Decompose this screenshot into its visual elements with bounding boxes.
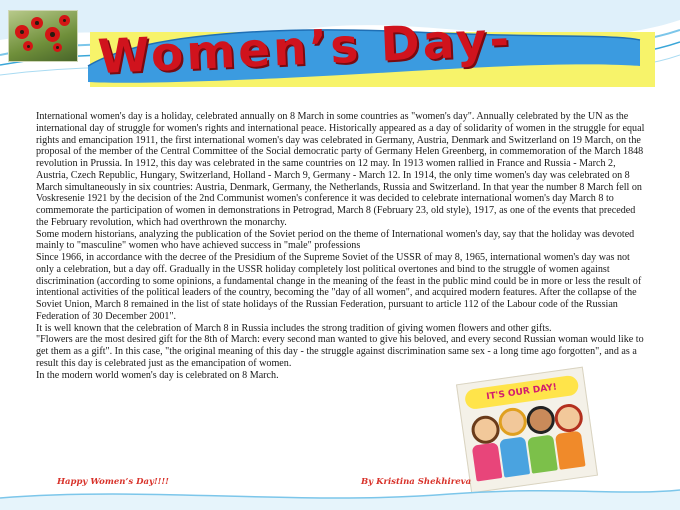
illustration-banner: IT'S OUR DAY! (464, 375, 580, 411)
footer-greeting: Happy Women’s Day!!!! (57, 477, 169, 487)
paragraph-flowers: "Flowers are the most desired gift for the 8th of March: every second man wanted to give his beloved, and every second Russian woman would like to get them as a gift". In this case, "the original meaning of this day - the struggle against discrimination same sex - a long time ago forgotten", and as a result this day is celebrated just as the emancipation of women. (36, 334, 644, 369)
paragraph-modern: In the modern world women's day is celebrated on 8 March. (36, 369, 279, 381)
paragraph-ussr: Since 1966, in accordance with the decree of the Presidium of the Supreme Soviet of the USSR of may 8, 1965, international women's day was not only a celebration, but a day off. Gradually in the USSR holiday completely lost political overtones and bind to the struggle of women against discrimination (according to some opinions, a fundamental change in the meaning of the feast in the public mind could be in more or less the result of intentional activities of the political leaders of the country, becoming the "day of all women", and acquired modern features. After the collapse of the Soviet Union, March 8 remained in the list of state holidays of the Russian Federation, pursuant to article 112 of the Labour code of the Russian Federation of 30 December 2001". (36, 252, 642, 322)
bottom-wave-decoration (0, 480, 680, 510)
children-celebration-image (456, 367, 598, 494)
poppy-flowers-image (8, 10, 78, 62)
paragraph-historians: Some modern historians, analyzing the publication of the Soviet period on the theme of International women's day, say that the holiday was devoted mainly to "masculine" women who have achieved success in "male" professions (36, 228, 635, 252)
paragraph-tradition: It is well known that the celebration of March 8 in Russia includes the strong tradition of giving women flowers and other gifts. (36, 322, 552, 334)
footer-author: By Kristina Shekhireva (361, 477, 472, 487)
article-body (36, 111, 648, 381)
page-title: Women’s Day- (96, 11, 514, 85)
paragraph-history: International women's day is a holiday, celebrated annually on 8 March in some countries as "women's day". Annually celebrated by the UN as the international day of struggle for women's rights and international peace. Historically appeared as a day of solidarity of women in the struggle for equal rights and emancipation 1911, the first international women's day was celebrated in Germany, Austria, Denmark and Switzerland on 19 March, on the proposal of the member of the Central Committee of the Social democratic party of Germany Helen Greenberg, in commemoration of the March 1848 revolution in Prussia. In 1912, this day was celebrated in the same countries on 12 may. In 1913 women rallied in France and Russia - March 2, Austria, Czech Republic, Hungary, Switzerland, Holland - March 9, Germany - March 12. In 1914, the only time women's day was celebrated on 8 March simultaneously in six countries: Austria, Denmark, Germany, the Netherlands, Russia and Switzerland. In that year the number 8 March fell on Voskresenie 1921 by the decision of the 2nd Communist women's conference it was decided to celebrate international women's day March 8 to commemorate the participation of women in demonstrations in Petrograd, March 8 (February 23, old style), 1917, as one of the events that preceded the February revolution, which had overthrown the monarchy. (36, 111, 645, 228)
